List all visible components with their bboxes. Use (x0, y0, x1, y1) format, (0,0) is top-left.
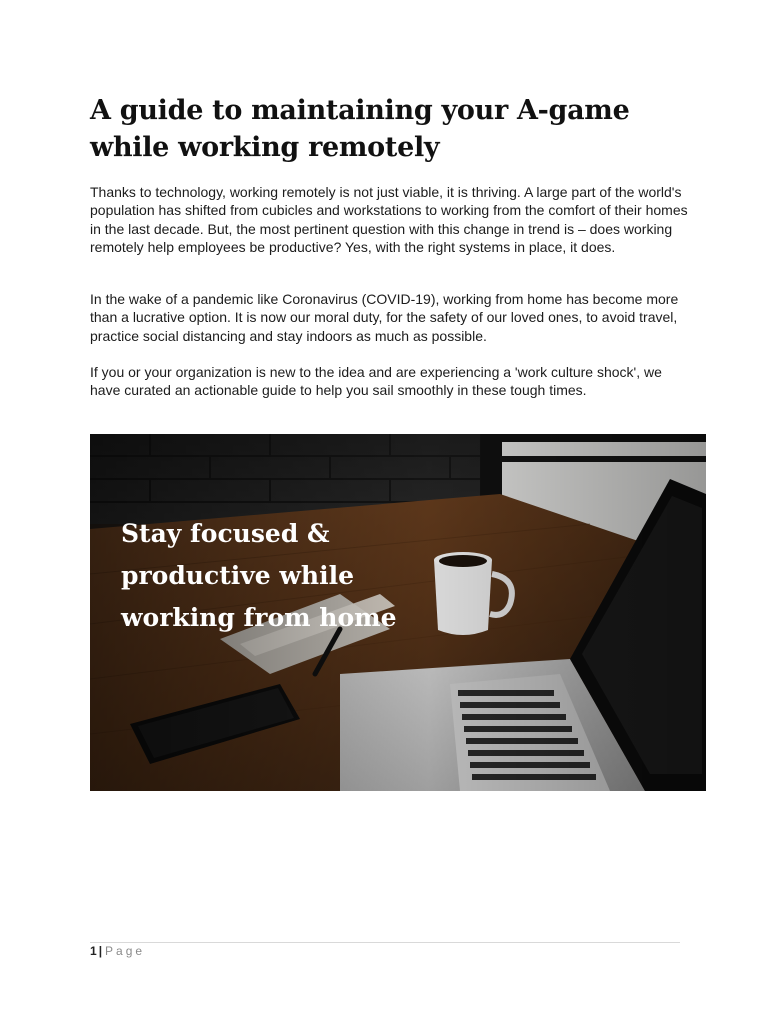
overlay-line-2: productive while (121, 561, 354, 590)
footer-separator: | (98, 944, 103, 958)
pandemic-paragraph: In the wake of a pandemic like Coronavirus (COVID-19), working from home has become more than a lucrative option. It is now our moral duty, for the safety of our loved ones, to avoid travel, practice social distancing and stay indoors as much as possible. (90, 291, 679, 344)
page-number: 1 (90, 944, 97, 958)
page-label: Page (105, 944, 146, 958)
guide-paragraph: If you or your organization is new to the idea and are experiencing a 'work culture shock', we have curated an actionable guide to help you sail smoothly in these tough times. (90, 364, 662, 399)
overlay-line-1: Stay focused & (121, 519, 330, 548)
page-title: A guide to maintaining your A-game while working remotely (90, 95, 630, 163)
hero-photo-illustration (90, 434, 706, 791)
intro-paragraph: Thanks to technology, working remotely is not just viable, it is thriving. A large part of the world's population has shifted from cubicles and workstations to working from the comfort of their homes in the last decade. But, the most pertinent question with this change in trend is – does working remotely help employees be productive? Yes, with the right systems in place, it does. (90, 184, 688, 256)
page-footer (90, 944, 145, 958)
overlay-line-3: working from home (121, 603, 397, 632)
hero-image (90, 434, 706, 791)
footer-divider (90, 942, 680, 943)
